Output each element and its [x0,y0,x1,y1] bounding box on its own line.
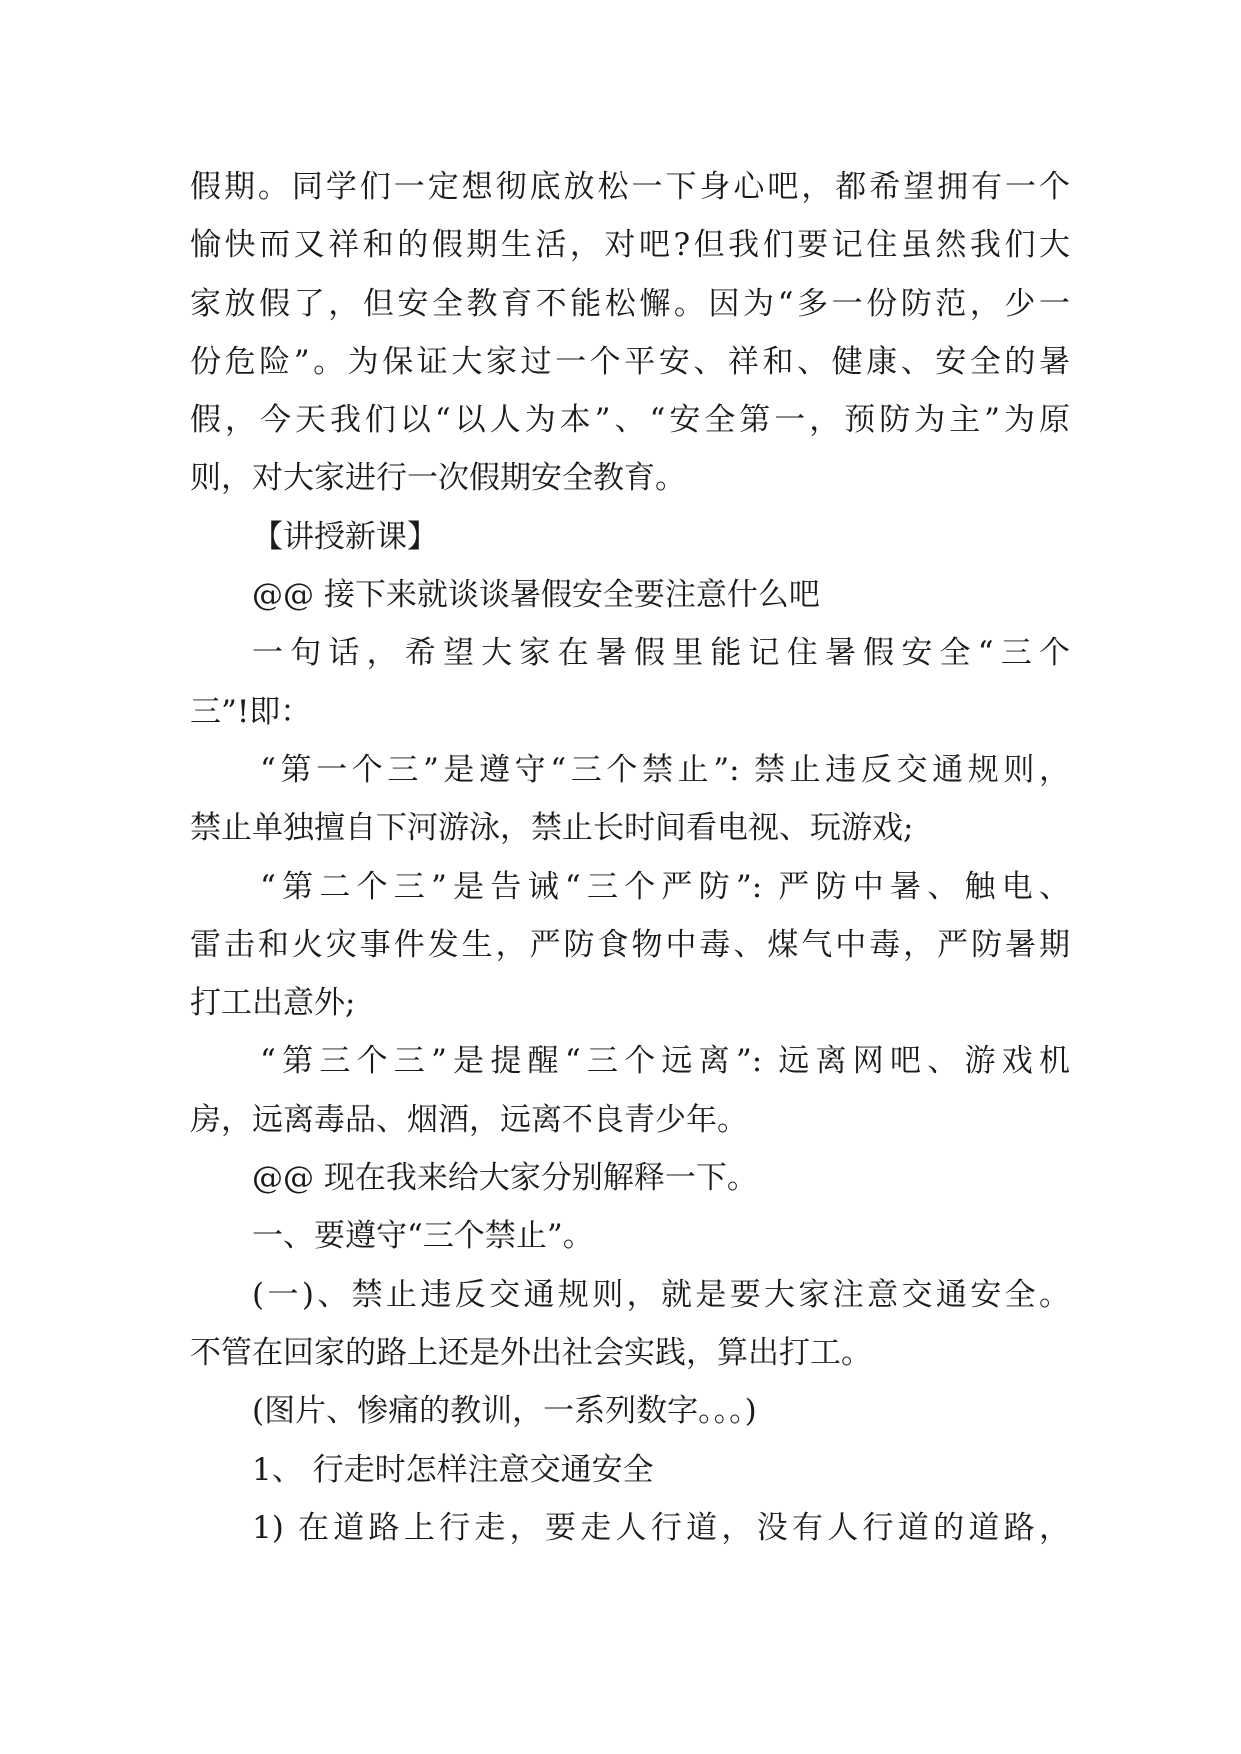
text-line: 假，今天我们以“以人为本”、“安全第一，预防为主”为原 [190,402,1070,439]
text-line: 1) 在道路上行走，要走人行道，没有人行道的道路， [252,1509,1070,1546]
text-line: @@ 接下来就谈谈暑假安全要注意什么吧 [252,577,820,614]
text-line: 打工出意外; [190,985,356,1022]
text-line: 房，远离毒品、烟酒，远离不良青少年。 [190,1101,748,1138]
text-line: 假期。同学们一定想彻底放松一下身心吧，都希望拥有一个 [190,169,1070,205]
text-line: 雷击和火灾事件发生，严防食物中毒、煤气中毒，严防暑期 [190,926,1070,963]
text-line: 不管在回家的路上还是外出社会实践，算出打工。 [190,1334,872,1371]
text-line: 愉快而又祥和的假期生活，对吧?但我们要记住虽然我们大 [190,227,1070,264]
text-line: 一句话，希望大家在暑假里能记住暑假安全“三个 [252,635,1070,672]
text-line: @@ 现在我来给大家分别解释一下。 [252,1160,758,1197]
text-line: 三”!即： [190,693,312,730]
text-line: “第一个三”是遵守“三个禁止”: 禁止违反交通规则， [260,751,1070,788]
text-line: (一)、禁止违反交通规则，就是要大家注意交通安全。 [252,1276,1070,1313]
text-line: “第二个三”是告诫“三个严防”: 严防中暑、触电、 [260,868,1070,905]
text-line: 份危险”。为保证大家过一个平安、祥和、健康、安全的暑 [190,343,1070,380]
text-line: “第三个三”是提醒“三个远离”: 远离网吧、游戏机 [260,1043,1070,1080]
text-line: (图片、惨痛的教训，一系列数字。。。) [252,1393,757,1430]
text-line: 禁止单独擅自下河游泳，禁止长时间看电视、玩游戏; [190,810,914,847]
text-line: 家放假了，但安全教育不能松懈。因为“多一份防范，少一 [190,285,1070,322]
section-heading: 【讲授新课】 [252,518,438,555]
text-line: 一、要遵守“三个禁止”。 [252,1218,594,1255]
text-line: 1、 行走时怎样注意交通安全 [252,1451,654,1488]
text-line: 则，对大家进行一次假期安全教育。 [190,460,686,497]
document-body [190,158,1070,1557]
